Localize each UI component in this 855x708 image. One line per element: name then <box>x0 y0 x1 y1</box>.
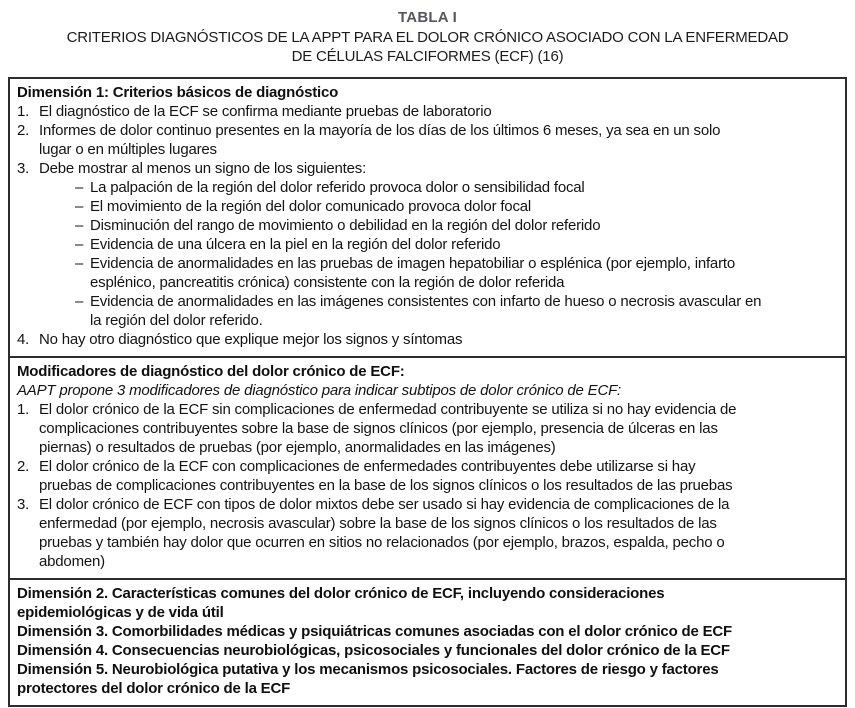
item-text: El diagnóstico de la ECF se confirma mediante pruebas de laboratorio <box>39 103 492 120</box>
numbered-item <box>17 457 837 495</box>
item-text: Dimensión 5. Neurobiológica putativa y los mecanismos psicosociales. Factores de riesgo y factores protectores del dolor crónico de la ECF <box>17 661 719 697</box>
item-text: El dolor crónico de la ECF con complicaciones de enfermedades contribuyentes debe utilizarse si hay pruebas de complicaciones contribuyentes en la base de los signos clínicos o los resultados de las pruebas <box>39 458 733 494</box>
item-text: La palpación de la región del dolor referido provoca dolor o sensibilidad focal <box>90 179 585 196</box>
item-marker: – <box>75 255 84 272</box>
numbered-item <box>17 400 837 457</box>
table-section <box>10 578 845 705</box>
numbered-item <box>17 330 837 349</box>
item-marker: 2. <box>17 458 30 475</box>
item-text: Dimensión 4. Consecuencias neurobiológicas, psicosociales y funcionales del dolor crónico de la ECF <box>17 642 730 659</box>
item-marker: – <box>75 217 84 234</box>
section-header <box>17 660 837 698</box>
item-text: No hay otro diagnóstico que explique mejor los signos y síntomas <box>39 331 463 348</box>
numbered-item <box>17 495 837 571</box>
table-section <box>10 356 845 578</box>
table-title-line-1: CRITERIOS DIAGNÓSTICOS DE LA APPT PARA EL DOLOR CRÓNICO ASOCIADO CON LA ENFERMEDAD <box>66 29 789 46</box>
bullet-item <box>17 254 837 292</box>
item-marker: 3. <box>17 160 30 177</box>
table-number: TABLA I <box>398 9 457 26</box>
item-text: El movimiento de la región del dolor comunicado provoca dolor focal <box>90 198 532 215</box>
item-marker: – <box>75 236 84 253</box>
section-header <box>17 641 837 660</box>
item-marker: – <box>75 198 84 215</box>
item-text: Modificadores de diagnóstico del dolor crónico de ECF: <box>17 363 405 380</box>
numbered-item <box>17 121 837 159</box>
table-section <box>10 79 845 356</box>
criteria-table <box>8 77 847 707</box>
item-text: Evidencia de anormalidades en las imágenes consistentes con infarto de hueso o necrosis avascular en la región del dolor referido. <box>90 293 762 329</box>
numbered-item <box>17 102 837 121</box>
section-header <box>17 83 837 102</box>
item-text: Evidencia de una úlcera en la piel en la región del dolor referido <box>90 236 501 253</box>
table-title-line-2: DE CÉLULAS FALCIFORMES (ECF) (16) <box>291 48 564 65</box>
bullet-item <box>17 292 837 330</box>
italic-note <box>17 381 837 400</box>
table-caption <box>0 0 855 66</box>
bullet-item <box>17 178 837 197</box>
bullet-item <box>17 216 837 235</box>
section-header <box>17 622 837 641</box>
item-text: Dimensión 3. Comorbilidades médicas y psiquiátricas comunes asociadas con el dolor crónico de ECF <box>17 623 732 640</box>
bullet-item <box>17 235 837 254</box>
item-marker: 4. <box>17 331 30 348</box>
item-text: Informes de dolor continuo presentes en la mayoría de los días de los últimos 6 meses, ya sea en un solo lugar o en múltiples lugares <box>39 122 721 158</box>
item-marker: 1. <box>17 401 30 418</box>
item-text: Disminución del rango de movimiento o debilidad en la región del dolor referido <box>90 217 601 234</box>
item-text: Dimensión 2. Características comunes del dolor crónico de ECF, incluyendo consideraciones epidemiológicas y de vida útil <box>17 585 665 621</box>
item-marker: 1. <box>17 103 30 120</box>
bullet-item <box>17 197 837 216</box>
numbered-item <box>17 159 837 178</box>
item-text: Dimensión 1: Criterios básicos de diagnóstico <box>17 84 339 101</box>
item-marker: 3. <box>17 496 30 513</box>
item-text: Debe mostrar al menos un signo de los siguientes: <box>39 160 367 177</box>
item-marker: 2. <box>17 122 30 139</box>
section-header <box>17 584 837 622</box>
item-text: AAPT propone 3 modificadores de diagnóstico para indicar subtipos de dolor crónico de ECF: <box>17 382 622 399</box>
item-marker: – <box>75 293 84 310</box>
section-header <box>17 362 837 381</box>
item-text: Evidencia de anormalidades en las pruebas de imagen hepatobiliar o esplénica (por ejemplo, infarto esplénico, pancreatitis crónica) consistente con la región de dolor referida <box>90 255 735 291</box>
item-text: El dolor crónico de ECF con tipos de dolor mixtos debe ser usado si hay evidencia de complicaciones de la enfermedad (por ejemplo, necrosis avascular) sobre la base de los signos clínicos o los resultados de las pruebas y también hay dolor que ocurren en sitios no relacionados (por ejemplo, brazos, espalda, pecho o abdomen) <box>39 496 730 570</box>
item-text: El dolor crónico de la ECF sin complicaciones de enfermedad contribuyente se utiliza si no hay evidencia de complicaciones contribuyentes sobre la base de signos clínicos (por ejemplo, presencia de úlceras en las piernas) o resultados de pruebas (por ejemplo, anormalidades en las imágenes) <box>39 401 737 456</box>
item-marker: – <box>75 179 84 196</box>
